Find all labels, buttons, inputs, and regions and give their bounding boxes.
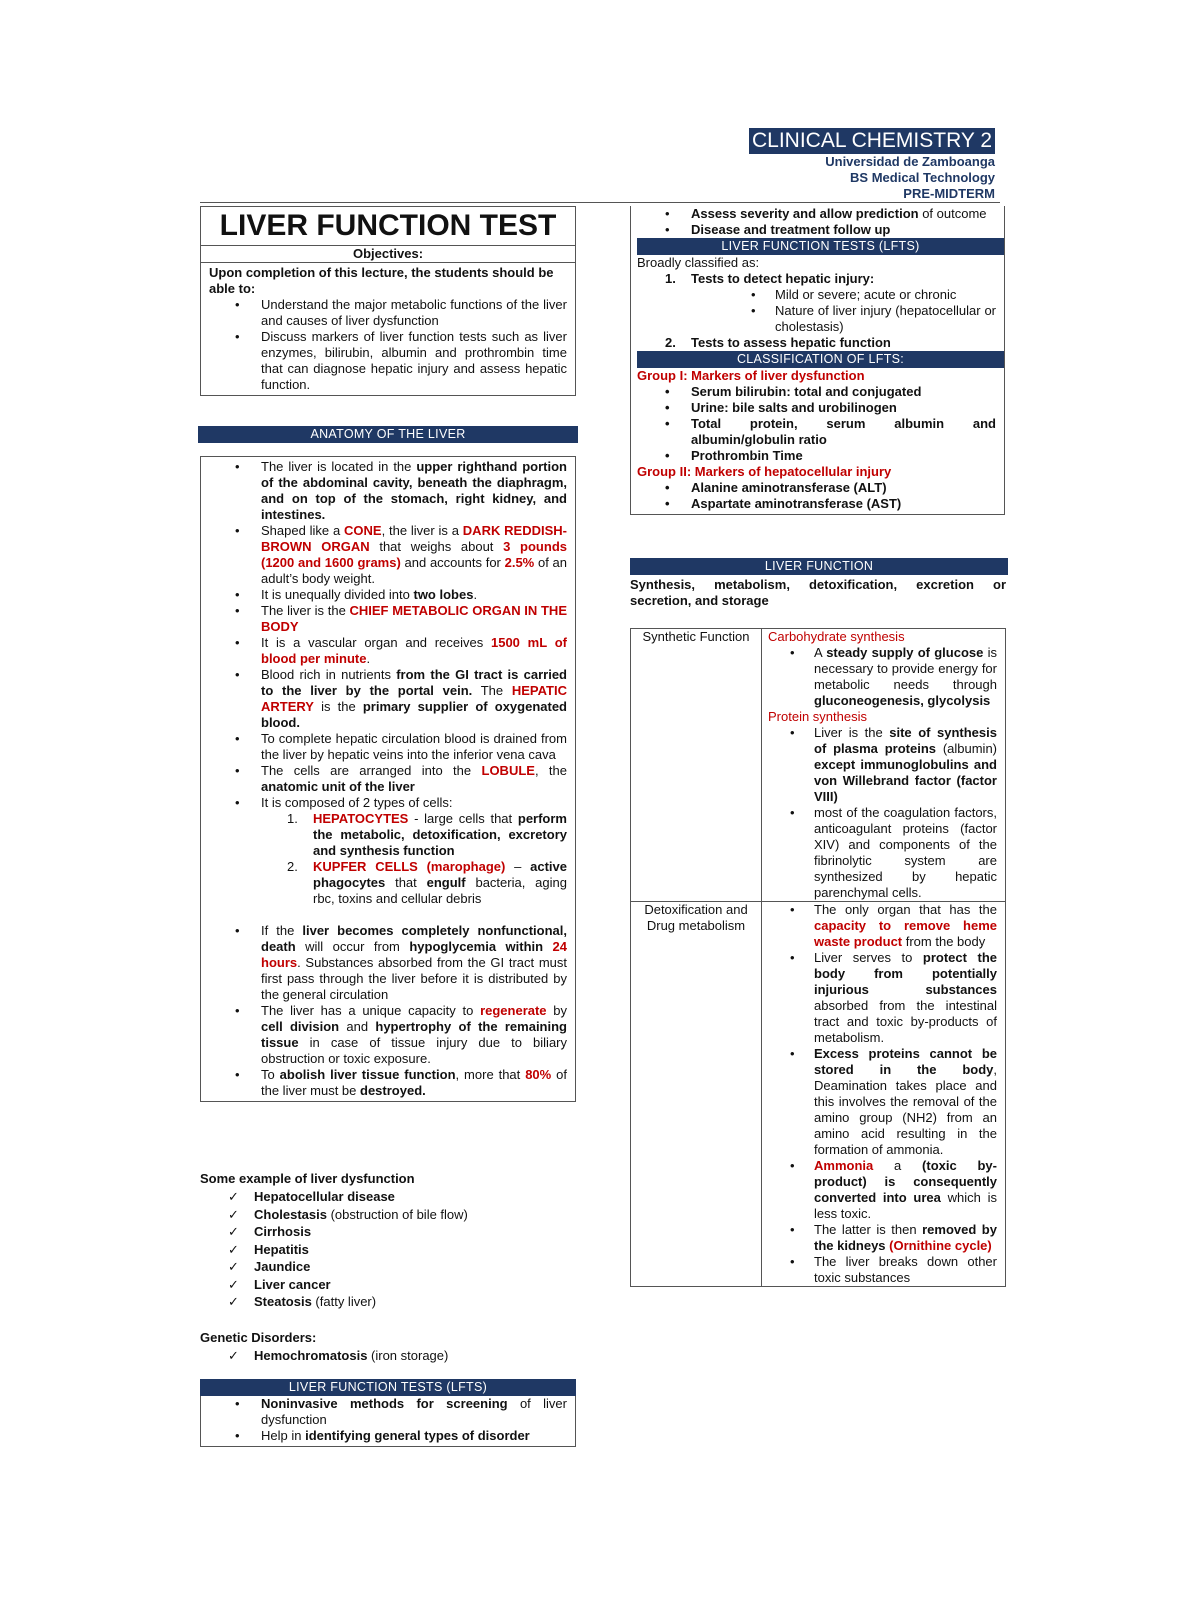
list-item: • Nature of liver injury (hepatocellular or cholestasis) xyxy=(745,303,996,335)
function-table xyxy=(630,628,1006,1287)
list-item: • It is composed of 2 types of cells: 1. HEPATOCYTES - large cells that perform the metabolic, detoxification, excretory and synthesis function 2. KUPFER CELLS (marophage) – active phagocytes that engulf bacteria, aging rbc, toxins and cellular debris xyxy=(201,795,567,923)
list-item: Tests to detect hepatic injury: • Mild or severe; acute or chronic • Nature of liver injury (hepatocellular or cholestasis) xyxy=(631,271,996,335)
liver-function-intro: Synthesis, metabolism, detoxification, excretion or secretion, and storage xyxy=(630,577,1006,608)
anatomy-heading: ANATOMY OF THE LIVER xyxy=(198,426,578,443)
objectives-list xyxy=(201,297,575,395)
list-item: Tests to assess hepatic function xyxy=(691,335,891,350)
group1-heading: Group I: Markers of liver dysfunction xyxy=(637,368,865,383)
test-types-list xyxy=(631,271,996,351)
list-item: • The liver is the CHIEF METABOLIC ORGAN IN THE BODY xyxy=(201,603,567,635)
synthetic-cell xyxy=(762,629,1006,902)
list-item: ✓ Jaundice xyxy=(200,1258,576,1276)
dysfunction-list xyxy=(200,1188,576,1311)
objectives-box xyxy=(200,206,576,396)
dysfunction-heading: Some example of liver dysfunction xyxy=(200,1171,415,1186)
list-item: • Mild or severe; acute or chronic xyxy=(745,287,996,303)
group1-list xyxy=(631,384,996,464)
list-item: • Excess proteins cannot be stored in the body, Deamination takes place and this involves the removal of the amino group (NH2) from an amino acid resulting in the formation of ammonia. xyxy=(762,1046,1005,1158)
list-item: • Aspartate aminotransferase (AST) xyxy=(631,496,996,512)
liver-function-heading: LIVER FUNCTION xyxy=(630,558,1008,575)
list-item: • Liver is the site of synthesis of plasma proteins (albumin) except immunoglobulins and von Willebrand factor (factor VIII) xyxy=(762,725,1005,805)
objectives-intro: Upon completion of this lecture, the students should be able to: xyxy=(209,265,554,296)
genetic-heading: Genetic Disorders: xyxy=(200,1329,317,1345)
anatomy-list xyxy=(201,459,567,1099)
list-item: • The latter is then removed by the kidneys (Ornithine cycle) xyxy=(762,1222,1005,1254)
synthetic-label: Synthetic Function xyxy=(631,629,762,902)
school-name: Universidad de Zamboanga xyxy=(825,154,995,169)
list-item: 2. KUPFER CELLS (marophage) – active phagocytes that engulf bacteria, aging rbc, toxins and cellular debris xyxy=(287,859,567,906)
list-item: • Understand the major metabolic functions of the liver and causes of liver dysfunction xyxy=(201,297,567,329)
detox-cell xyxy=(762,902,1006,1287)
term-label: PRE-MIDTERM xyxy=(903,186,995,201)
list-item: • Noninvasive methods for screening of liver dysfunction xyxy=(201,1396,567,1428)
header-divider xyxy=(200,202,1000,203)
list-item: ✓ Hepatocellular disease xyxy=(200,1188,576,1206)
list-item: • If the liver becomes completely nonfunctional, death will occur from hypoglycemia within 24 hours. Substances absorbed from the GI tract must first pass through the liver before it is distributed by the general circulation xyxy=(201,923,567,1003)
lfts-heading-right: LIVER FUNCTION TESTS (LFTS) xyxy=(637,238,1004,255)
list-item: ✓ Cholestasis (obstruction of bile flow) xyxy=(200,1206,576,1224)
list-item: • Ammonia a (toxic by-product) is consequently converted into urea which is less toxic. xyxy=(762,1158,1005,1222)
page-title: LIVER FUNCTION TEST xyxy=(201,207,575,246)
list-item: • The liver is located in the upper righthand portion of the abdominal cavity, beneath the diaphragm, and on top of the stomach, right kidney, and intestines. xyxy=(201,459,567,523)
table-row xyxy=(631,902,1006,1287)
list-item: • Total protein, serum albumin and albumin/globulin ratio xyxy=(631,416,996,448)
list-item: ✓ Liver cancer xyxy=(200,1276,576,1294)
list-item: • Prothrombin Time xyxy=(631,448,996,464)
list-item: • To complete hepatic circulation blood is drained from the liver by hepatic veins into the inferior vena cava xyxy=(201,731,567,763)
classification-heading: CLASSIFICATION OF LFTS: xyxy=(637,351,1004,368)
protein-list xyxy=(762,725,1005,901)
carb-heading: Carbohydrate synthesis xyxy=(768,629,905,644)
list-item: • The cells are arranged into the LOBULE, the anatomic unit of the liver xyxy=(201,763,567,795)
list-item: • Liver serves to protect the body from potentially injurious substances absorbed from the intestinal tract and toxic by-products of metabolism. xyxy=(762,950,1005,1046)
genetic-list xyxy=(200,1347,576,1365)
list-item: • It is unequally divided into two lobes. xyxy=(201,587,567,603)
course-title: CLINICAL CHEMISTRY 2 xyxy=(749,128,995,154)
list-item: ✓ Hemochromatosis (iron storage) xyxy=(200,1347,576,1365)
list-item: ✓ Cirrhosis xyxy=(200,1223,576,1241)
document-header xyxy=(749,128,995,202)
list-item: • To abolish liver tissue function, more that 80% of the liver must be destroyed. xyxy=(201,1067,567,1099)
list-item: • Disease and treatment follow up xyxy=(631,222,996,238)
list-item: • most of the coagulation factors, anticoagulant proteins (factor XIV) and components of the fibrinolytic system are synthesized by hepatic parenchymal cells. xyxy=(762,805,1005,901)
list-item: • The liver has a unique capacity to regenerate by cell division and hypertrophy of the remaining tissue in case of tissue injury due to biliary obstruction or toxic exposure. xyxy=(201,1003,567,1067)
list-item: • A steady supply of glucose is necessary to provide energy for metabolic needs through gluconeogenesis, glycolysis xyxy=(762,645,1005,709)
list-item: • The only organ that has the capacity to remove heme waste product from the body xyxy=(762,902,1005,950)
liver-function-table xyxy=(630,628,1006,1287)
lfts-box-right xyxy=(630,206,1005,515)
dysfunction-section xyxy=(200,1170,576,1364)
list-item: • Alanine aminotransferase (ALT) xyxy=(631,480,996,496)
list-item: ✓ Hepatitis xyxy=(200,1241,576,1259)
list-item: • Serum bilirubin: total and conjugated xyxy=(631,384,996,400)
list-item: • It is a vascular organ and receives 1500 mL of blood per minute. xyxy=(201,635,567,667)
lfts-heading-left: LIVER FUNCTION TESTS (LFTS) xyxy=(200,1379,576,1396)
table-row xyxy=(631,629,1006,902)
list-item: • Assess severity and allow prediction of outcome xyxy=(631,206,996,222)
program-name: BS Medical Technology xyxy=(850,170,995,185)
group2-heading: Group II: Markers of hepatocellular injury xyxy=(637,464,892,479)
list-item: • The liver breaks down other toxic substances xyxy=(762,1254,1005,1286)
carb-list xyxy=(762,645,1005,709)
anatomy-box xyxy=(200,456,576,1102)
list-item: 1. HEPATOCYTES - large cells that perform the metabolic, detoxification, excretory and synthesis function xyxy=(287,811,567,858)
cell-types-list xyxy=(261,811,567,907)
list-item: ✓ Steatosis (fatty liver) xyxy=(200,1293,576,1311)
list-item: • Shaped like a CONE, the liver is a DARK REDDISH-BROWN ORGAN that weighs about 3 pounds (1200 and 1600 grams) and accounts for 2.5% of an adult’s body weight. xyxy=(201,523,567,587)
lfts-list-left xyxy=(201,1396,567,1444)
detox-label: Detoxification and Drug metabolism xyxy=(631,902,762,1287)
lfts-box-left xyxy=(200,1396,576,1447)
lfts-list-right xyxy=(631,206,996,238)
test1-sublist xyxy=(691,287,996,335)
list-item: • Discuss markers of liver function tests such as liver enzymes, bilirubin, albumin and prothrombin time that can diagnose hepatic injury and assess hepatic function. xyxy=(201,329,567,393)
objectives-heading: Objectives: xyxy=(201,246,575,263)
list-item: • Blood rich in nutrients from the GI tract is carried to the liver by the portal vein. The HEPATIC ARTERY is the primary supplier of oxygenated blood. xyxy=(201,667,567,731)
detox-list xyxy=(762,902,1005,1286)
list-item: • Help in identifying general types of disorder xyxy=(201,1428,567,1444)
list-item: • Urine: bile salts and urobilinogen xyxy=(631,400,996,416)
group2-list xyxy=(631,480,996,512)
broadly-label: Broadly classified as: xyxy=(637,255,760,270)
protein-heading: Protein synthesis xyxy=(768,709,867,724)
